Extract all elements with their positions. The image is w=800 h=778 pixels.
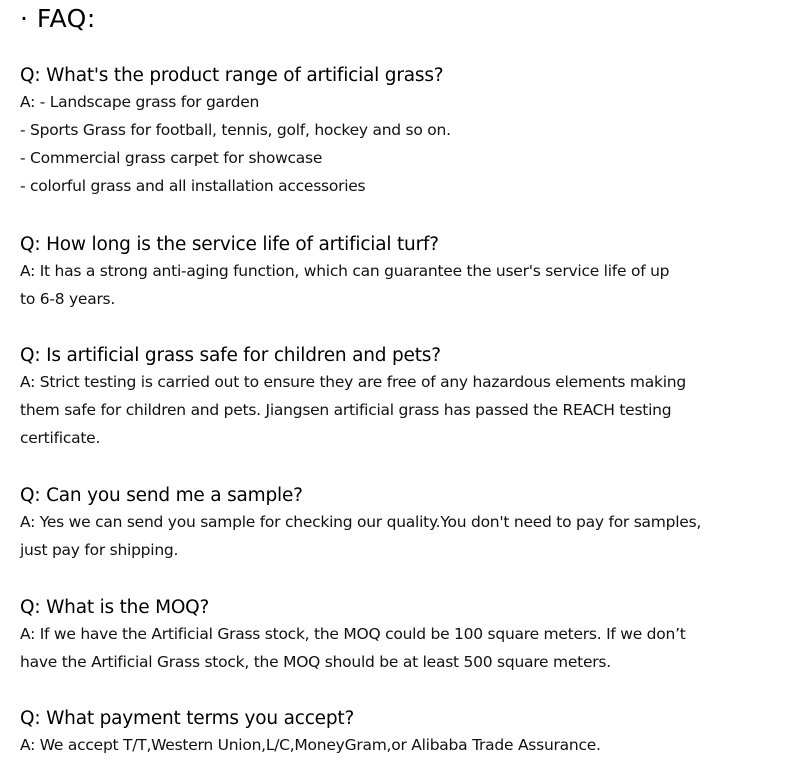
faq-item-moq [20, 596, 790, 676]
faq-answer-line: A: Yes we can send you sample for checking our quality.You don't need to pay for samples, [20, 513, 702, 531]
faq-item-service-life [20, 233, 790, 313]
page-title: · FAQ: [20, 4, 96, 33]
faq-answer-line: A: If we have the Artificial Grass stock, the MOQ could be 100 square meters. If we don’t [20, 625, 686, 643]
faq-question: Q: What's the product range of artificial grass? [20, 65, 444, 86]
faq-question: Q: What payment terms you accept? [20, 708, 355, 729]
faq-answer-line: A: Strict testing is carried out to ensure they are free of any hazardous elements making [20, 373, 686, 391]
faq-answer-line: just pay for shipping. [20, 541, 179, 559]
faq-answer-line: to 6-8 years. [20, 290, 116, 308]
faq-question: Q: How long is the service life of artificial turf? [20, 234, 439, 255]
faq-question: Q: Can you send me a sample? [20, 485, 303, 506]
faq-answer-line: - colorful grass and all installation accessories [20, 177, 366, 195]
faq-answer-line: them safe for children and pets. Jiangsen artificial grass has passed the REACH testing [20, 401, 672, 419]
faq-answer-line: have the Artificial Grass stock, the MOQ should be at least 500 square meters. [20, 653, 611, 671]
faq-question: Q: What is the MOQ? [20, 597, 210, 618]
faq-answer-line: - Sports Grass for football, tennis, golf, hockey and so on. [20, 121, 451, 139]
faq-item-product-range [20, 64, 790, 200]
faq-answer-line: A: It has a strong anti-aging function, which can guarantee the user's service life of up [20, 262, 670, 280]
faq-answer-line: A: We accept T/T,Western Union,L/C,MoneyGram,or Alibaba Trade Assurance. [20, 736, 601, 754]
faq-answer-line: A: - Landscape grass for garden [20, 93, 260, 111]
faq-item-sample [20, 484, 790, 564]
faq-item-payment [20, 707, 790, 759]
faq-item-safety [20, 344, 790, 452]
faq-answer-line: - Commercial grass carpet for showcase [20, 149, 323, 167]
faq-question: Q: Is artificial grass safe for children and pets? [20, 345, 441, 366]
faq-answer-line: certificate. [20, 429, 101, 447]
